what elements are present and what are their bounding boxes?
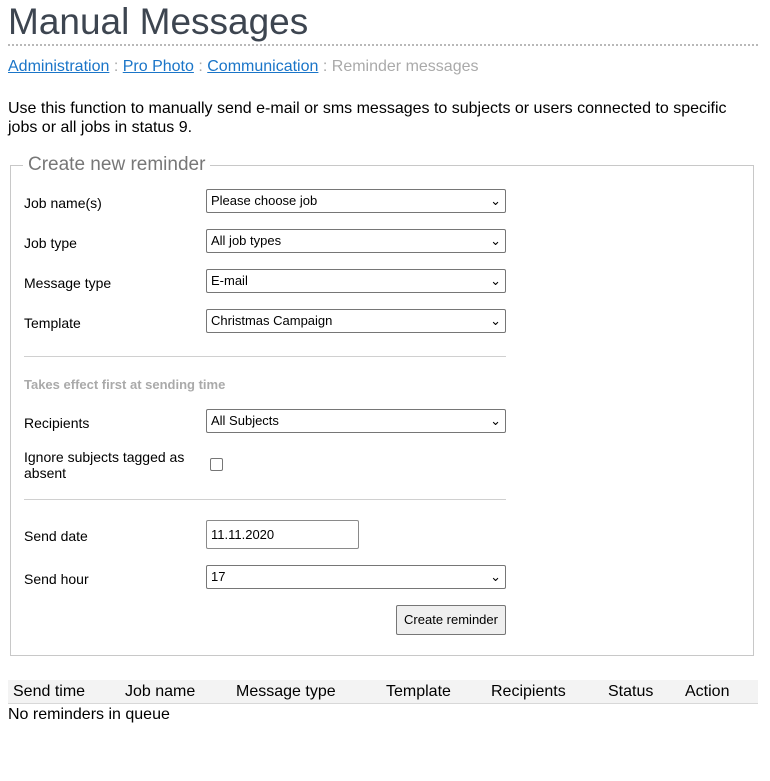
job-type-select[interactable] xyxy=(206,229,506,253)
job-name-select[interactable] xyxy=(206,189,506,213)
column-header-status: Status xyxy=(608,683,654,700)
column-header-job-name: Job name xyxy=(125,683,196,700)
chevron-down-icon: ⌄ xyxy=(490,233,501,248)
chevron-down-icon: ⌄ xyxy=(490,413,501,428)
intro-text: Use this function to manually send e-mail or sms messages to subjects or users connected to specific jobs or all jobs in status 9. xyxy=(8,100,727,136)
recipients-label: Recipients xyxy=(24,415,90,431)
chevron-down-icon: ⌄ xyxy=(490,313,501,328)
send-hour-select-value: 17 xyxy=(211,569,226,584)
template-select-value: Christmas Campaign xyxy=(211,313,333,328)
column-header-send-time: Send time xyxy=(13,683,86,700)
job-type-select-value: All job types xyxy=(211,233,282,248)
send-hour-label: Send hour xyxy=(24,571,89,587)
send-date-label: Send date xyxy=(24,528,88,544)
column-header-message-type: Message type xyxy=(236,683,336,700)
job-name-label: Job name(s) xyxy=(24,195,102,211)
form-divider xyxy=(24,499,506,500)
section-note: Takes effect first at sending time xyxy=(24,377,226,392)
message-type-select-value: E-mail xyxy=(211,273,248,288)
send-date-input[interactable]: 11.11.2020 xyxy=(206,520,359,549)
recipients-select[interactable] xyxy=(206,409,506,433)
create-reminder-legend: Create new reminder xyxy=(28,154,206,175)
chevron-down-icon: ⌄ xyxy=(490,193,501,208)
breadcrumb-separator: : xyxy=(113,58,119,75)
column-header-recipients: Recipients xyxy=(491,683,566,700)
column-header-action: Action xyxy=(685,683,730,700)
breadcrumb xyxy=(8,58,479,76)
breadcrumb-separator: : xyxy=(198,58,203,75)
form-divider xyxy=(24,356,506,357)
chevron-down-icon: ⌄ xyxy=(490,273,501,288)
job-name-select-value: Please choose job xyxy=(211,193,318,208)
create-reminder-button[interactable]: Create reminder xyxy=(396,605,506,635)
message-type-label: Message type xyxy=(24,275,112,291)
breadcrumb-current: Reminder messages xyxy=(331,58,479,75)
ignore-absent-label: Ignore subjects tagged as absent xyxy=(24,449,185,481)
template-select[interactable] xyxy=(206,309,506,333)
title-divider xyxy=(8,44,758,46)
chevron-down-icon: ⌄ xyxy=(490,569,501,584)
message-type-select[interactable] xyxy=(206,269,506,293)
page-title: Manual Messages xyxy=(8,1,309,42)
recipients-select-value: All Subjects xyxy=(211,413,279,428)
job-type-label: Job type xyxy=(24,235,77,251)
queue-empty-message: No reminders in queue xyxy=(8,706,170,723)
send-hour-select[interactable] xyxy=(206,565,506,589)
column-header-template: Template xyxy=(386,683,451,700)
breadcrumb-link-administration[interactable]: Administration xyxy=(8,58,110,75)
ignore-absent-checkbox[interactable] xyxy=(210,458,223,471)
queue-table-header xyxy=(8,680,758,704)
breadcrumb-link-communication[interactable]: Communication xyxy=(207,58,319,75)
breadcrumb-separator: : xyxy=(322,58,328,75)
breadcrumb-link-pro-photo[interactable]: Pro Photo xyxy=(122,58,194,75)
template-label: Template xyxy=(24,315,81,331)
